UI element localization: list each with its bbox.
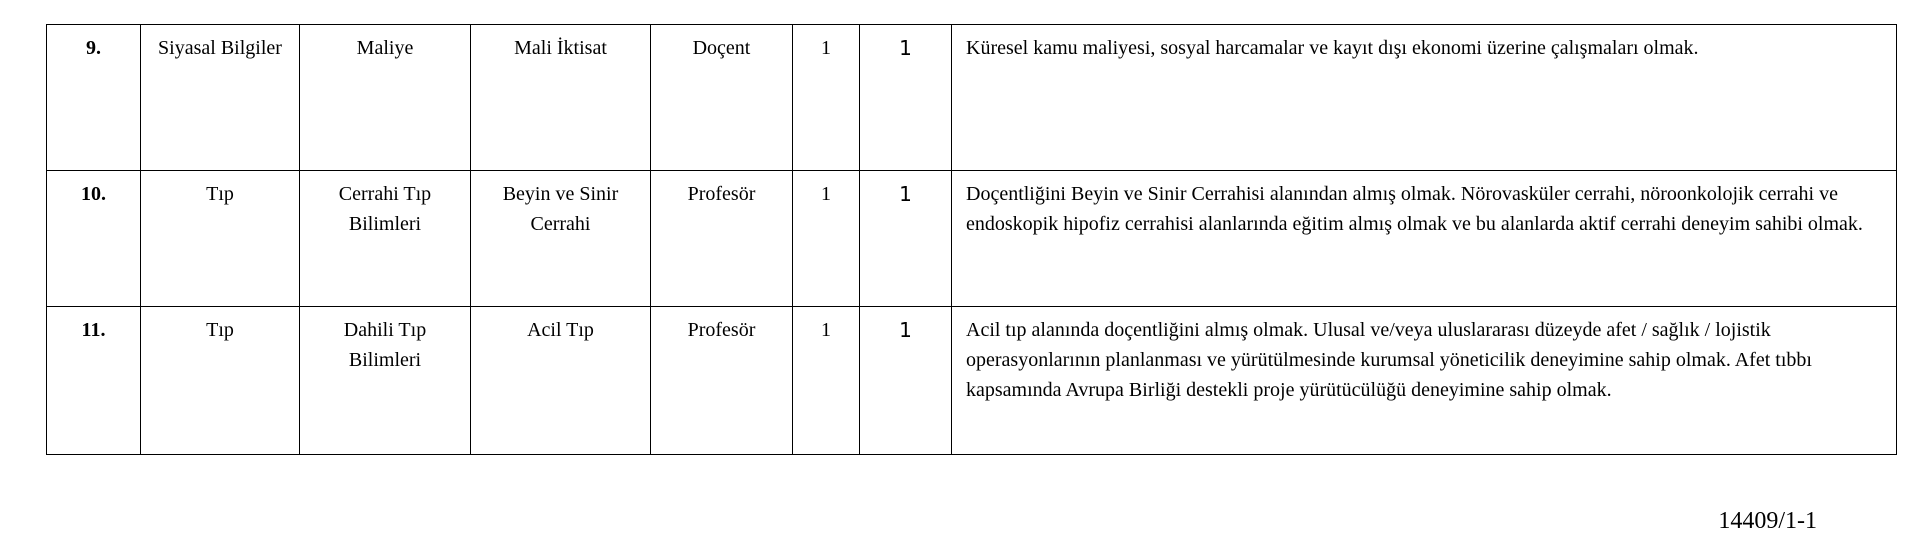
requirements-cell: Küresel kamu maliyesi, sosyal harcamalar ve kayıt dışı ekonomi üzerine çalışmaları olmak.	[952, 25, 1897, 171]
requirements-cell: Doçentliğini Beyin ve Sinir Cerrahisi alanından almış olmak. Nörovasküler cerrahi, nöroonkolojik cerrahi ve endoskopik hipofiz cerrahisi alanlarında eğitim almış olmak ve bu alanlarda aktif cerrahi deneyim sahibi olmak.	[952, 171, 1897, 307]
positions-table	[46, 24, 1897, 455]
row-number: 10.	[47, 171, 141, 307]
title-cell: Doçent	[651, 25, 793, 171]
row-number: 11.	[47, 307, 141, 455]
requirements-cell: Acil tıp alanında doçentliğini almış olmak. Ulusal ve/veya uluslararası düzeyde afet / sağlık / lojistik operasyonlarının planlanması ve yürütülmesinde kurumsal yöneticilik deneyimine sahip olmak. Afet tıbbı kapsamında Avrupa Birliği destekli proje yürütücülüğü deneyimine sahip olmak.	[952, 307, 1897, 455]
page-number: 14409/1-1	[1718, 508, 1817, 534]
faculty-cell: Siyasal Bilgiler	[141, 25, 300, 171]
count-cell: 1	[860, 307, 952, 455]
department-cell: Cerrahi Tıp Bilimleri	[300, 171, 471, 307]
division-cell: Beyin ve Sinir Cerrahi	[471, 171, 651, 307]
table-row	[47, 171, 1897, 307]
division-cell: Mali İktisat	[471, 25, 651, 171]
faculty-cell: Tıp	[141, 307, 300, 455]
faculty-cell: Tıp	[141, 171, 300, 307]
degree-cell: 1	[793, 307, 860, 455]
count-cell: 1	[860, 25, 952, 171]
degree-cell: 1	[793, 171, 860, 307]
row-number: 9.	[47, 25, 141, 171]
title-cell: Profesör	[651, 307, 793, 455]
division-cell: Acil Tıp	[471, 307, 651, 455]
title-cell: Profesör	[651, 171, 793, 307]
table-row	[47, 25, 1897, 171]
department-cell: Maliye	[300, 25, 471, 171]
count-cell: 1	[860, 171, 952, 307]
table-row	[47, 307, 1897, 455]
degree-cell: 1	[793, 25, 860, 171]
department-cell: Dahili Tıp Bilimleri	[300, 307, 471, 455]
